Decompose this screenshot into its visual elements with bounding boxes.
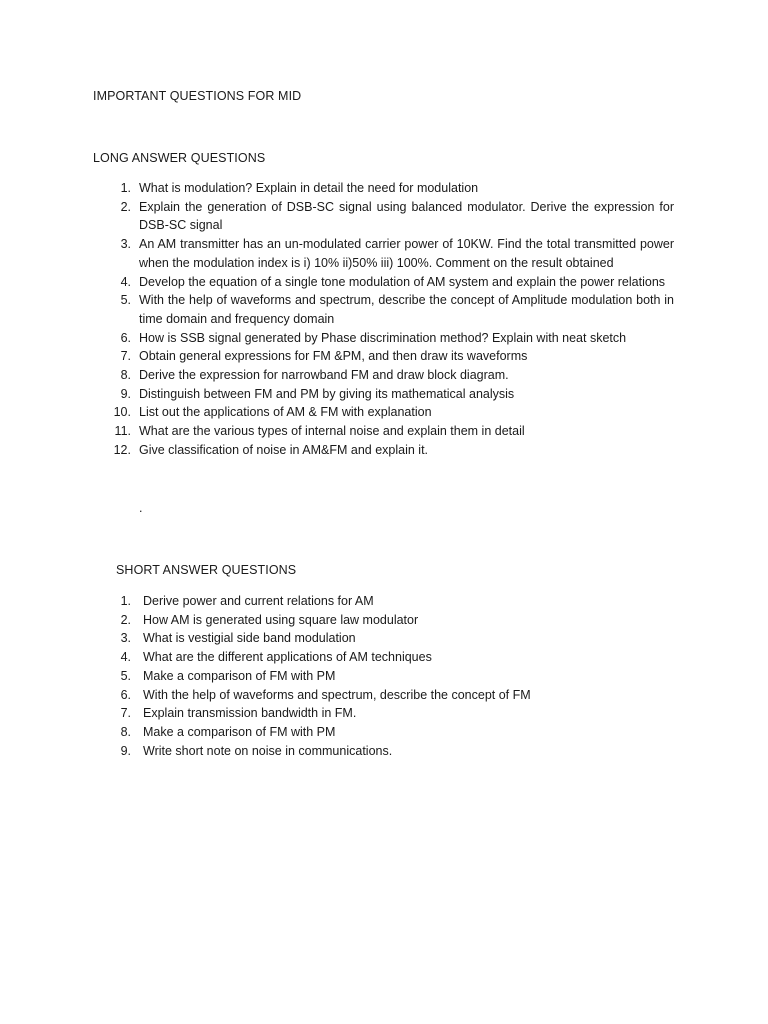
list-item-number: 11. [114, 424, 131, 439]
list-item-number: 9. [120, 743, 131, 758]
list-item [110, 179, 674, 198]
list-item [110, 422, 674, 441]
list-item-number: 8. [120, 724, 131, 739]
list-item-number: 2. [120, 612, 131, 627]
list-item-number: 7. [120, 706, 131, 721]
list-item-number: 6. [120, 330, 131, 345]
list-item-number: 1. [120, 594, 131, 608]
list-item-text: Distinguish between FM and PM by giving its mathematical analysis [139, 386, 515, 401]
list-item [110, 667, 630, 686]
list-item-number: 5. [120, 293, 131, 308]
list-item-text: An AM transmitter has an un-modulated carrier power of 10KW. Find the total transmitted power when the modulation index is i) 10% ii)50% iii) 100%. Comment on the result obtained [139, 237, 674, 270]
list-item-number: 3. [120, 237, 131, 252]
document-title: IMPORTANT QUESTIONS FOR MID [93, 89, 302, 103]
list-item-number: 7. [120, 349, 131, 364]
list-item [110, 291, 674, 328]
list-item [110, 366, 674, 385]
list-item [110, 686, 630, 705]
list-item-number: 9. [120, 386, 131, 401]
list-item [110, 385, 674, 404]
list-item [110, 723, 630, 742]
list-item-number: 4. [120, 650, 131, 665]
list-item [110, 235, 674, 272]
list-item [110, 704, 630, 723]
list-item [110, 273, 674, 292]
list-item-text: What are the various types of internal noise and explain them in detail [139, 424, 525, 439]
list-item-text: Explain transmission bandwidth in FM. [143, 706, 357, 721]
list-item-text: Obtain general expressions for FM &PM, and then draw its waveforms [139, 349, 528, 364]
list-item [110, 329, 674, 348]
list-item-number: 5. [120, 668, 131, 683]
list-item-text: How is SSB signal generated by Phase discrimination method? Explain with neat sketch [139, 330, 627, 345]
list-item [110, 441, 674, 460]
list-item-number: 8. [120, 368, 131, 383]
short-answer-heading: SHORT ANSWER QUESTIONS [116, 563, 297, 577]
short-answer-list [110, 592, 630, 760]
list-item-text: Give classification of noise in AM&FM and explain it. [139, 442, 429, 457]
list-item-text: Derive power and current relations for AM [143, 594, 374, 608]
long-answer-list [110, 179, 674, 460]
list-item-text: Write short note on noise in communications. [143, 743, 393, 758]
list-item [110, 648, 630, 667]
list-item-text: Explain the generation of DSB-SC signal using balanced modulator. Derive the expression for DSB-SC signal [139, 199, 674, 233]
list-item-text: Make a comparison of FM with PM [143, 668, 336, 683]
stray-mark: . [139, 501, 143, 515]
list-item-text: How AM is generated using square law modulator [143, 612, 419, 627]
list-item-text: Develop the equation of a single tone modulation of AM system and explain the power relations [139, 274, 666, 289]
list-item-text: What is vestigial side band modulation [143, 631, 356, 646]
list-item-text: What are the different applications of AM techniques [143, 650, 432, 665]
list-item-number: 3. [120, 631, 131, 646]
list-item-number: 10. [113, 405, 131, 420]
list-item-number: 4. [120, 274, 131, 289]
list-item-number: 6. [120, 687, 131, 702]
list-item [110, 198, 674, 235]
list-item-text: List out the applications of AM & FM with explanation [139, 405, 432, 420]
list-item-text: Derive the expression for narrowband FM and draw block diagram. [139, 368, 509, 383]
long-answer-heading: LONG ANSWER QUESTIONS [93, 151, 266, 165]
list-item-number: 2. [120, 199, 131, 214]
list-item-number: 12. [113, 442, 131, 457]
list-item-text: What is modulation? Explain in detail the need for modulation [139, 181, 479, 195]
list-item-text: With the help of waveforms and spectrum, describe the concept of FM [143, 687, 531, 702]
list-item [110, 611, 630, 630]
list-item [110, 347, 674, 366]
list-item-text: Make a comparison of FM with PM [143, 724, 336, 739]
list-item [110, 742, 630, 761]
list-item [110, 592, 630, 611]
list-item [110, 403, 674, 422]
list-item-number: 1. [120, 181, 131, 195]
list-item-text: With the help of waveforms and spectrum, describe the concept of Amplitude modulation both in time domain and frequency domain [139, 293, 674, 326]
list-item [110, 629, 630, 648]
